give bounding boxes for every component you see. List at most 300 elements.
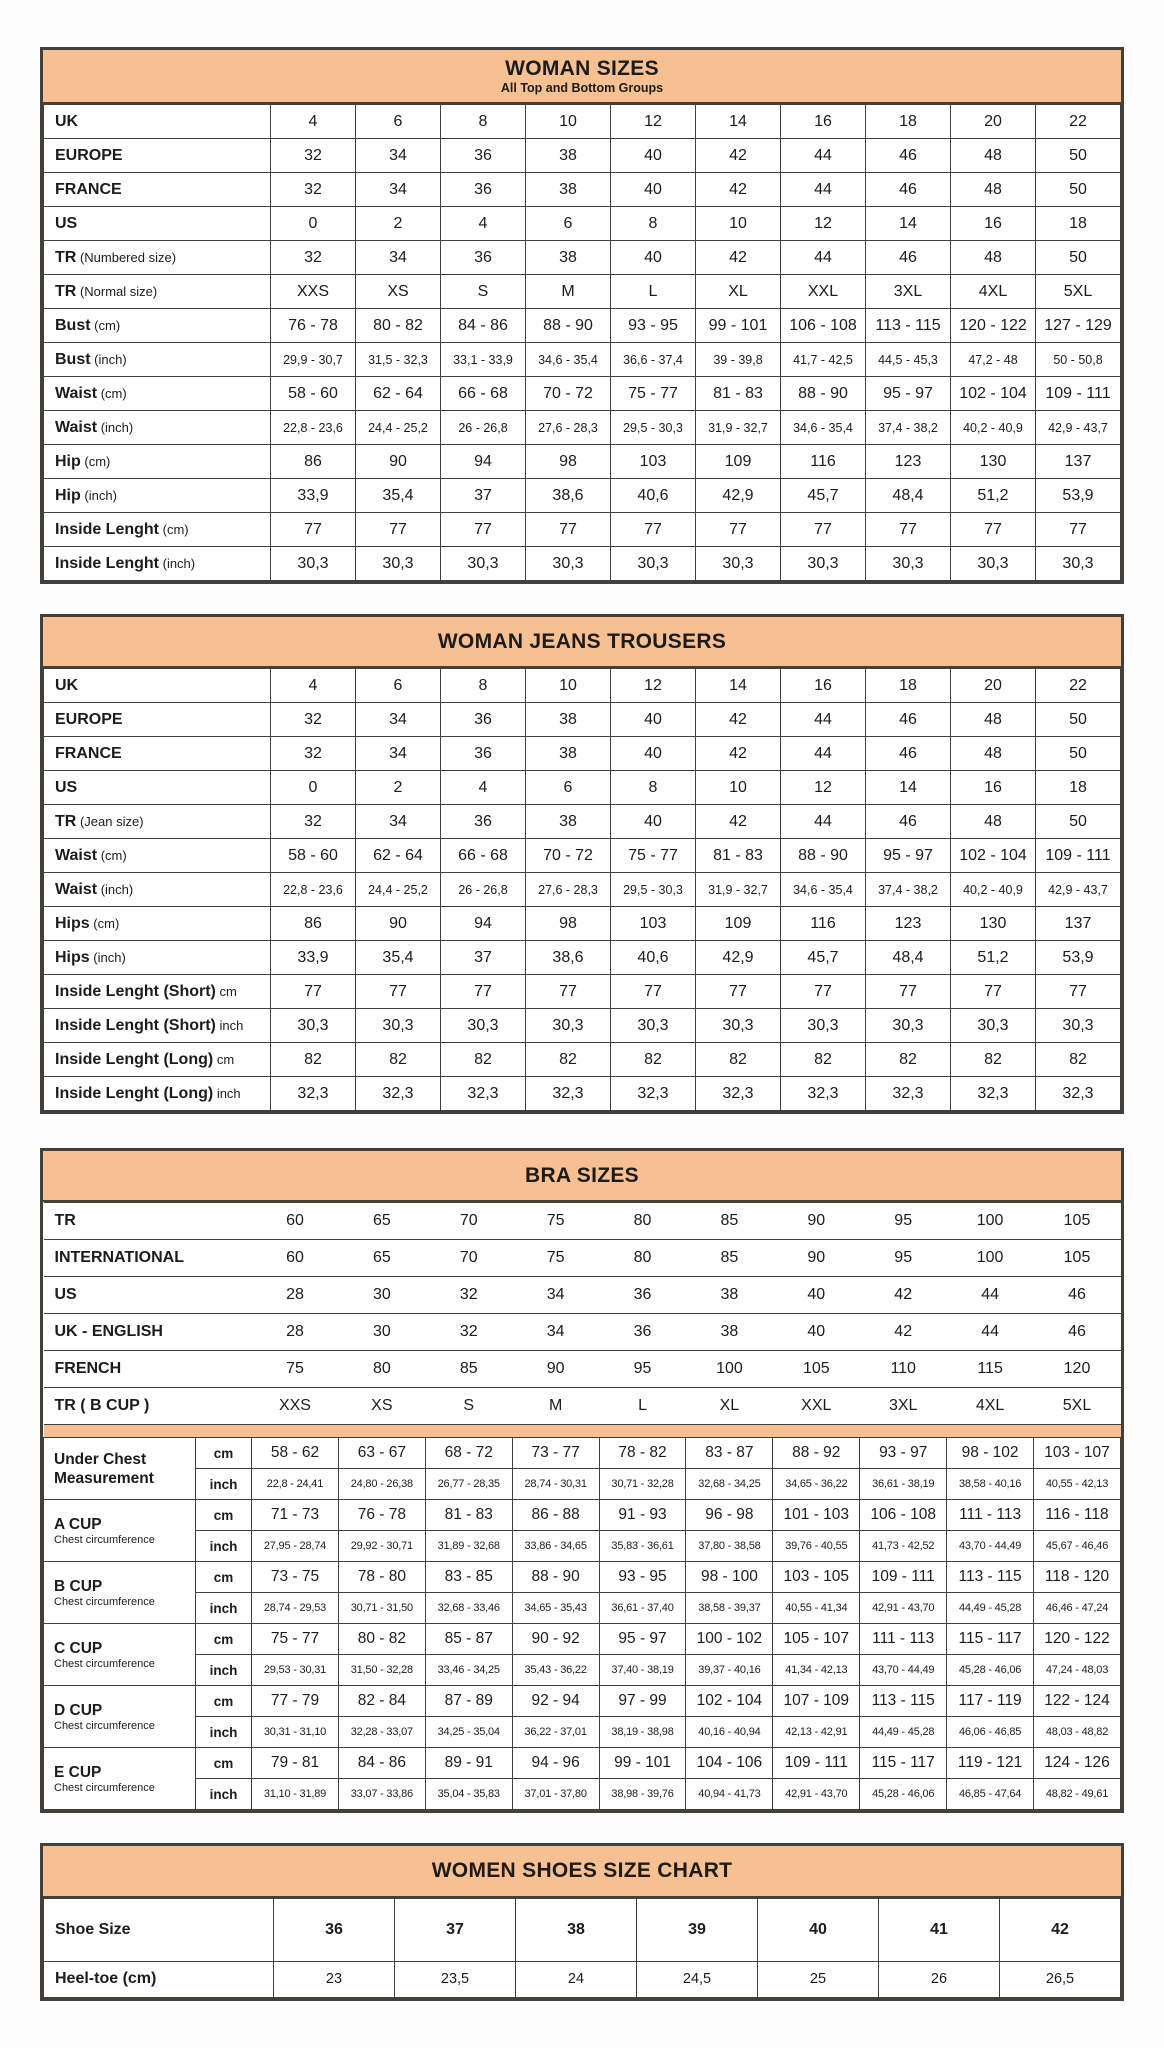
table-row — [44, 377, 1121, 411]
table-cell: 88 - 92 — [773, 1438, 860, 1469]
table-row — [44, 737, 1121, 771]
group-label — [44, 1562, 196, 1624]
table-cell: 30,3 — [951, 547, 1036, 581]
table-cell: 14 — [866, 771, 951, 805]
table-cell: 127 - 129 — [1036, 309, 1121, 343]
table-cell: 30,71 - 31,50 — [338, 1593, 425, 1624]
table-cell: 34,65 - 35,43 — [512, 1593, 599, 1624]
table-cell: 60 — [252, 1203, 339, 1240]
table-cell: 80 — [599, 1240, 686, 1277]
table-cell: 32,3 — [356, 1077, 441, 1111]
row-label-note: (Numbered size) — [76, 249, 177, 265]
table-cell: 82 — [526, 1043, 611, 1077]
table-cell: 36 — [441, 703, 526, 737]
table-cell: 29,53 - 30,31 — [252, 1655, 339, 1686]
table-cell: 27,95 - 28,74 — [252, 1531, 339, 1562]
table-cell: 90 — [773, 1240, 860, 1277]
table-cell: 36,61 - 37,40 — [599, 1593, 686, 1624]
table-cell: 32 — [271, 173, 356, 207]
table-cell: 90 — [356, 907, 441, 941]
table-cell: 30 — [338, 1314, 425, 1351]
table-cell: 24,4 - 25,2 — [356, 411, 441, 445]
row-label — [44, 207, 271, 241]
table-cell: XXL — [781, 275, 866, 309]
table-cell: 50 — [1036, 241, 1121, 275]
table-cell: 42 — [696, 241, 781, 275]
row-label — [44, 975, 271, 1009]
table-cell: 32,3 — [441, 1077, 526, 1111]
woman-sizes-header — [43, 50, 1121, 104]
table-cell: 80 - 82 — [356, 309, 441, 343]
table-cell: 32 — [271, 703, 356, 737]
table-cell: 30,3 — [441, 547, 526, 581]
table-cell: 31,5 - 32,3 — [356, 343, 441, 377]
table-cell: 22 — [1036, 669, 1121, 703]
table-cell: 77 — [866, 513, 951, 547]
table-cell: 40 — [611, 805, 696, 839]
table-cell: 48 — [951, 703, 1036, 737]
table-cell: 82 — [866, 1043, 951, 1077]
table-cell: 33,9 — [271, 941, 356, 975]
row-label-note: (cm) — [159, 521, 189, 537]
table-cell: 41,34 - 42,13 — [773, 1655, 860, 1686]
table-cell: 94 - 96 — [512, 1748, 599, 1779]
table-cell: 6 — [356, 105, 441, 139]
table-row — [44, 1593, 1121, 1624]
table-cell: 42 — [696, 737, 781, 771]
row-label-note: cm — [213, 1051, 235, 1067]
table-row — [44, 479, 1121, 513]
table-cell: 40,94 - 41,73 — [686, 1779, 773, 1810]
table-row — [44, 1717, 1121, 1748]
table-cell: 36 — [441, 737, 526, 771]
table-cell: 47,24 - 48,03 — [1034, 1655, 1121, 1686]
table-row — [44, 1562, 1121, 1593]
table-row — [44, 105, 1121, 139]
table-cell: 77 — [1036, 975, 1121, 1009]
table-title: WOMEN SHOES SIZE CHART — [431, 1859, 733, 1883]
table-cell: 50 — [1036, 139, 1121, 173]
table-cell: L — [611, 275, 696, 309]
row-label-text: Waist — [55, 846, 98, 864]
row-label-text: Inside Lenght — [55, 520, 159, 538]
table-cell: 77 — [526, 513, 611, 547]
table-cell: 116 — [781, 445, 866, 479]
row-label — [44, 873, 271, 907]
table-cell: 30,71 - 32,28 — [599, 1469, 686, 1500]
table-cell: 33,1 - 33,9 — [441, 343, 526, 377]
table-cell: 50 — [1036, 173, 1121, 207]
row-label-note: inch — [215, 1017, 244, 1033]
table-cell: 34 — [356, 139, 441, 173]
table-cell: 51,2 — [951, 941, 1036, 975]
table-cell: 40 — [758, 1898, 879, 1961]
table-cell: 100 - 102 — [686, 1624, 773, 1655]
table-cell: 77 — [781, 975, 866, 1009]
row-label-note: inch — [213, 1085, 241, 1101]
table-cell: 84 - 86 — [441, 309, 526, 343]
table-cell: 66 - 68 — [441, 839, 526, 873]
row-label-text: TR ( B CUP ) — [54, 1397, 150, 1415]
table-cell: 123 — [866, 907, 951, 941]
table-cell: 30,3 — [1036, 1009, 1121, 1043]
table-cell: 77 — [1036, 513, 1121, 547]
table-cell: 117 - 119 — [947, 1686, 1034, 1717]
table-cell: 6 — [526, 207, 611, 241]
table-cell: 70 - 72 — [526, 839, 611, 873]
table-cell: 71 - 73 — [252, 1500, 339, 1531]
table-cell: 8 — [611, 207, 696, 241]
table-cell: 10 — [526, 105, 611, 139]
table-cell: 34,6 - 35,4 — [781, 411, 866, 445]
table-cell: 14 — [696, 105, 781, 139]
table-cell: 65 — [338, 1240, 425, 1277]
table-cell: 0 — [271, 207, 356, 241]
table-cell: 34,65 - 36,22 — [773, 1469, 860, 1500]
table-row — [44, 703, 1121, 737]
table-cell: 14 — [866, 207, 951, 241]
table-cell: 48,82 - 49,61 — [1034, 1779, 1121, 1810]
table-row — [44, 907, 1121, 941]
table-cell: 35,4 — [356, 479, 441, 513]
woman-jeans-header — [43, 617, 1121, 668]
row-label — [44, 241, 271, 275]
table-row — [44, 1655, 1121, 1686]
table-cell: 36 — [441, 173, 526, 207]
table-cell: 30,3 — [781, 1009, 866, 1043]
table-cell: 58 - 60 — [271, 839, 356, 873]
table-cell: 35,04 - 35,83 — [425, 1779, 512, 1810]
table-cell: 44 — [781, 805, 866, 839]
table-cell: 32 — [425, 1277, 512, 1314]
row-label-text: FRANCE — [55, 180, 122, 198]
woman-sizes-grid — [43, 104, 1121, 581]
row-label — [44, 941, 271, 975]
table-cell: 18 — [866, 105, 951, 139]
table-cell: 70 - 72 — [526, 377, 611, 411]
table-cell: 79 - 81 — [252, 1748, 339, 1779]
table-row — [44, 241, 1121, 275]
table-cell: 32,3 — [781, 1077, 866, 1111]
table-cell: 66 - 68 — [441, 377, 526, 411]
table-cell: XXS — [271, 275, 356, 309]
row-label-note: (inch) — [80, 487, 117, 503]
table-cell: 111 - 113 — [860, 1624, 947, 1655]
women-shoes-grid — [43, 1898, 1121, 1998]
table-cell: 120 - 122 — [951, 309, 1036, 343]
table-cell: 62 - 64 — [356, 377, 441, 411]
table-cell: 34 — [356, 173, 441, 207]
table-cell: 85 - 87 — [425, 1624, 512, 1655]
table-cell: 100 — [947, 1240, 1034, 1277]
row-label-text: TR — [54, 1212, 76, 1230]
table-cell: 88 - 90 — [512, 1562, 599, 1593]
table-cell: 3XL — [866, 275, 951, 309]
unit-inch: inch — [196, 1779, 252, 1810]
table-row — [44, 1469, 1121, 1500]
bra-sizes-header — [43, 1151, 1121, 1202]
table-cell: 36,6 - 37,4 — [611, 343, 696, 377]
table-cell: 82 — [781, 1043, 866, 1077]
table-cell: 95 - 97 — [866, 839, 951, 873]
table-cell: 62 - 64 — [356, 839, 441, 873]
table-cell: 30,3 — [866, 547, 951, 581]
table-cell: 35,83 - 36,61 — [599, 1531, 686, 1562]
table-cell: 39 - 39,8 — [696, 343, 781, 377]
table-cell: 12 — [611, 669, 696, 703]
table-cell: 3XL — [860, 1388, 947, 1425]
table-cell: 82 — [356, 1043, 441, 1077]
table-row — [44, 771, 1121, 805]
table-cell: 22 — [1036, 105, 1121, 139]
table-cell: L — [599, 1388, 686, 1425]
table-cell: 27,6 - 28,3 — [526, 873, 611, 907]
table-cell: 42,9 — [696, 941, 781, 975]
row-label-text: Bust — [55, 316, 91, 334]
table-cell: 40 — [611, 703, 696, 737]
row-label-note: (inch) — [97, 419, 134, 435]
row-label — [44, 411, 271, 445]
table-cell: 36 — [441, 139, 526, 173]
table-cell: 76 - 78 — [338, 1500, 425, 1531]
table-cell: 33,46 - 34,25 — [425, 1655, 512, 1686]
table-cell: 41 — [879, 1898, 1000, 1961]
row-label — [44, 1240, 252, 1277]
table-cell: 113 - 115 — [866, 309, 951, 343]
table-cell: 40,55 - 41,34 — [773, 1593, 860, 1624]
table-row — [44, 873, 1121, 907]
table-cell: 39,37 - 40,16 — [686, 1655, 773, 1686]
group-subtitle: Chest circumference — [54, 1658, 155, 1671]
table-cell: 30,3 — [951, 1009, 1036, 1043]
row-label — [44, 513, 271, 547]
table-cell: XS — [338, 1388, 425, 1425]
table-row — [44, 1009, 1121, 1043]
table-row — [44, 1500, 1121, 1531]
table-cell: 75 - 77 — [611, 377, 696, 411]
table-row — [44, 1043, 1121, 1077]
row-label — [44, 839, 271, 873]
unit-inch: inch — [196, 1593, 252, 1624]
table-cell: 44 — [781, 241, 866, 275]
table-cell: 75 — [512, 1203, 599, 1240]
table-cell: 30,31 - 31,10 — [252, 1717, 339, 1748]
table-cell: 20 — [951, 669, 1036, 703]
group-subtitle: Chest circumference — [54, 1720, 155, 1733]
table-cell: 53,9 — [1036, 941, 1121, 975]
table-cell: 12 — [781, 771, 866, 805]
table-row — [44, 1314, 1121, 1351]
table-cell: 38,19 - 38,98 — [599, 1717, 686, 1748]
group-label — [44, 1686, 196, 1748]
table-cell: 29,5 - 30,3 — [611, 411, 696, 445]
row-label-note: (Normal size) — [76, 283, 158, 299]
row-label-text: TR — [55, 248, 77, 266]
table-cell: 46 — [866, 241, 951, 275]
table-cell: 104 - 106 — [686, 1748, 773, 1779]
table-cell: 37,80 - 38,58 — [686, 1531, 773, 1562]
table-cell: 18 — [1036, 207, 1121, 241]
row-label — [44, 1388, 252, 1425]
table-cell: 44 — [781, 139, 866, 173]
table-cell: 36 — [274, 1898, 395, 1961]
table-cell: 96 - 98 — [686, 1500, 773, 1531]
table-title: WOMAN JEANS TROUSERS — [437, 630, 727, 654]
table-cell: 73 - 77 — [512, 1438, 599, 1469]
row-label — [44, 907, 271, 941]
table-cell: 4 — [441, 207, 526, 241]
table-cell: 31,9 - 32,7 — [696, 873, 781, 907]
table-row — [44, 513, 1121, 547]
bra-sizes-grid — [43, 1202, 1121, 1810]
table-cell: 18 — [866, 669, 951, 703]
table-cell: 98 — [526, 445, 611, 479]
row-label-text: Inside Lenght (Short) — [55, 982, 216, 1000]
table-cell: 32 — [271, 241, 356, 275]
row-label-note: cm — [215, 983, 237, 999]
table-cell: 46,46 - 47,24 — [1034, 1593, 1121, 1624]
table-cell: 70 — [425, 1203, 512, 1240]
table-cell: 99 - 101 — [599, 1748, 686, 1779]
table-cell: 26 - 26,8 — [441, 411, 526, 445]
unit-inch: inch — [196, 1531, 252, 1562]
table-cell: 46 — [1034, 1277, 1121, 1314]
table-row — [44, 1748, 1121, 1779]
table-cell: 33,07 - 33,86 — [338, 1779, 425, 1810]
row-label — [44, 547, 271, 581]
table-cell: 42 — [696, 703, 781, 737]
table-cell: 43,70 - 44,49 — [947, 1531, 1034, 1562]
table-cell: 38 — [526, 241, 611, 275]
table-cell: 38,98 - 39,76 — [599, 1779, 686, 1810]
table-cell: 75 - 77 — [252, 1624, 339, 1655]
row-label — [44, 105, 271, 139]
table-cell: 76 - 78 — [271, 309, 356, 343]
table-cell: 38,58 - 40,16 — [947, 1469, 1034, 1500]
women-shoes-header — [43, 1846, 1121, 1897]
row-label — [44, 1077, 271, 1111]
unit-inch: inch — [196, 1655, 252, 1686]
table-cell: 29,92 - 30,71 — [338, 1531, 425, 1562]
unit-inch: inch — [196, 1717, 252, 1748]
table-cell: 28,74 - 30,31 — [512, 1469, 599, 1500]
table-cell: 30,3 — [526, 1009, 611, 1043]
table-cell: 29,9 - 30,7 — [271, 343, 356, 377]
table-cell: 28 — [252, 1277, 339, 1314]
table-cell: 12 — [611, 105, 696, 139]
table-cell: 10 — [696, 207, 781, 241]
table-cell: 77 — [611, 513, 696, 547]
table-cell: 37,4 - 38,2 — [866, 411, 951, 445]
unit-cm: cm — [196, 1562, 252, 1593]
row-label — [44, 275, 271, 309]
table-cell: 77 — [441, 513, 526, 547]
row-label-text: TR — [55, 282, 77, 300]
table-cell: 82 — [1036, 1043, 1121, 1077]
table-cell: 85 — [686, 1203, 773, 1240]
table-cell: 97 - 99 — [599, 1686, 686, 1717]
table-cell: 137 — [1036, 907, 1121, 941]
table-cell: 105 — [773, 1351, 860, 1388]
table-row — [44, 547, 1121, 581]
table-cell: XS — [356, 275, 441, 309]
row-label — [44, 1898, 274, 1961]
table-cell: 77 — [271, 513, 356, 547]
row-label — [44, 703, 271, 737]
table-cell: 51,2 — [951, 479, 1036, 513]
table-cell: 38 — [526, 139, 611, 173]
table-cell: 33,9 — [271, 479, 356, 513]
table-cell: 80 — [599, 1203, 686, 1240]
table-cell: 82 — [611, 1043, 696, 1077]
table-cell: 0 — [271, 771, 356, 805]
row-label-text: Hip — [55, 486, 81, 504]
table-cell: 83 - 87 — [686, 1438, 773, 1469]
row-label-text: Inside Lenght (Long) — [55, 1050, 214, 1068]
table-cell: 42,9 - 43,7 — [1036, 873, 1121, 907]
table-row — [44, 1077, 1121, 1111]
table-cell: 6 — [526, 771, 611, 805]
women-shoes-table — [40, 1843, 1124, 2000]
table-cell: 44,49 - 45,28 — [860, 1717, 947, 1748]
row-label — [44, 737, 271, 771]
table-cell: M — [526, 275, 611, 309]
bra-sizes-table — [40, 1148, 1124, 1813]
row-label — [44, 343, 271, 377]
table-cell: 130 — [951, 445, 1036, 479]
group-subtitle: Chest circumference — [54, 1534, 155, 1547]
row-label-text: FRENCH — [54, 1360, 122, 1378]
table-cell: 87 - 89 — [425, 1686, 512, 1717]
table-row — [44, 275, 1121, 309]
table-cell: 92 - 94 — [512, 1686, 599, 1717]
table-cell: 30,3 — [356, 1009, 441, 1043]
row-label — [44, 771, 271, 805]
table-cell: 6 — [356, 669, 441, 703]
table-cell: 37,01 - 37,80 — [512, 1779, 599, 1810]
table-cell: 85 — [425, 1351, 512, 1388]
table-cell: 37 — [441, 479, 526, 513]
table-cell: 137 — [1036, 445, 1121, 479]
row-label — [44, 805, 271, 839]
table-cell: 45,7 — [781, 479, 866, 513]
table-cell: XL — [696, 275, 781, 309]
row-label-note: (Jean size) — [76, 813, 144, 829]
row-label — [44, 173, 271, 207]
table-cell: 90 — [773, 1203, 860, 1240]
row-label-note: (inch) — [89, 949, 126, 965]
table-cell: 31,89 - 32,68 — [425, 1531, 512, 1562]
table-cell: 16 — [781, 105, 866, 139]
table-cell: 103 - 105 — [773, 1562, 860, 1593]
table-cell: 34 — [356, 241, 441, 275]
group-label — [44, 1500, 196, 1562]
table-cell: 91 - 93 — [599, 1500, 686, 1531]
table-cell: 34 — [356, 703, 441, 737]
table-cell: 44 — [947, 1314, 1034, 1351]
table-cell: 124 - 126 — [1034, 1748, 1121, 1779]
table-cell: 43,70 - 44,49 — [860, 1655, 947, 1686]
table-cell: 98 — [526, 907, 611, 941]
table-cell: 44 — [947, 1277, 1034, 1314]
table-cell: 30,3 — [526, 547, 611, 581]
table-cell: 42,91 - 43,70 — [773, 1779, 860, 1810]
table-cell: 82 — [696, 1043, 781, 1077]
group-subtitle: Chest circumference — [54, 1596, 155, 1609]
row-label-text: TR — [55, 812, 77, 830]
table-cell: 40,2 - 40,9 — [951, 873, 1036, 907]
table-row — [44, 1686, 1121, 1717]
